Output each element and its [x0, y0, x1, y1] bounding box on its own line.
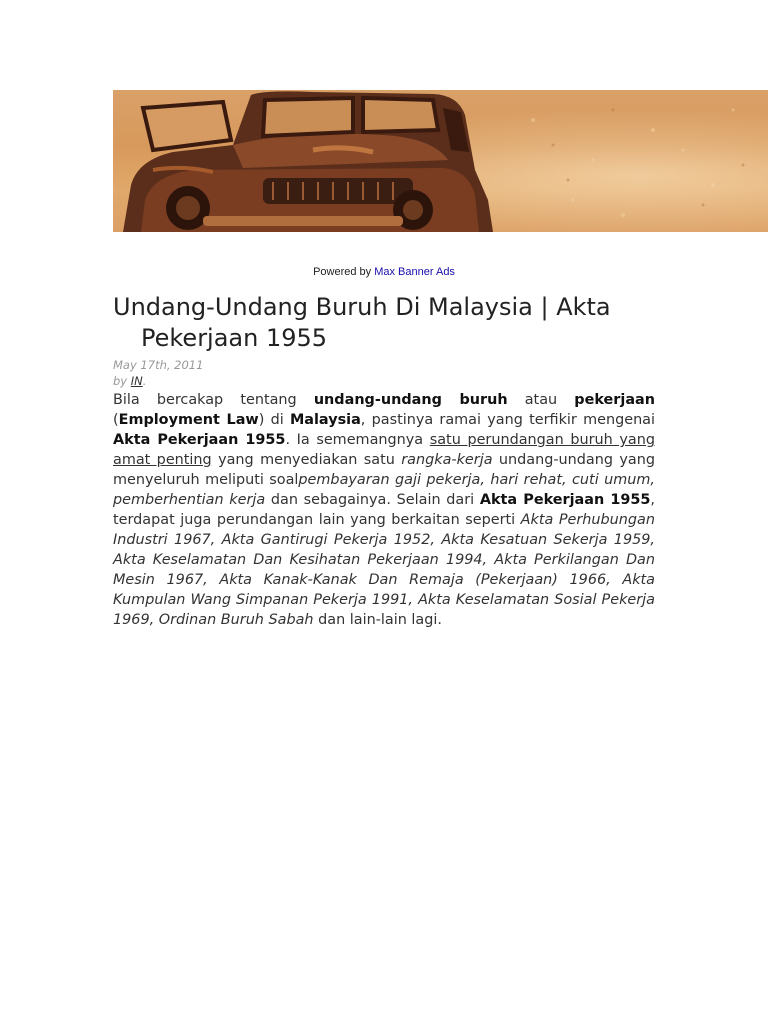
body-italic: pembayaran gaji pekerja, hari rehat, cuti umum, pemberhentian kerja — [113, 472, 655, 508]
body-text: . Ia sememangnya — [285, 432, 430, 448]
byline-by: by — [113, 374, 128, 388]
byline-period: . — [142, 374, 147, 388]
body-italic: Akta Perhubungan Industri 1967, Akta Gantirugi Pekerja 1952, Akta Kesatuan Sekerja 1959, Akta Keselamatan Dan Kesihatan Pekerjaan 1994, Akta Perkilangan Dan Mesin 1967, Akta Kanak-Kanak Dan Remaja (Pekerjaan) 1966, Akta Kumpulan Wang Simpanan Pekerja 1991, Akta Keselamatan Sosial Pekerja 1969, Ordinan Buruh Sabah — [113, 512, 655, 628]
body-text: dan lain-lain lagi. — [313, 612, 442, 628]
max-banner-ads-link[interactable]: Max Banner Ads — [374, 266, 455, 278]
body-bold: Malaysia — [289, 412, 361, 428]
body-underline: satu perundangan buruh yang amat penting — [113, 432, 655, 468]
article-title: Undang-Undang Buruh Di Malaysia | Akta Pekerjaan 1955 — [113, 293, 611, 352]
body-text: undang-undang yang menyeluruh meliputi soal — [113, 452, 655, 488]
body-text: Bila bercakap tentang — [113, 392, 314, 408]
article-byline — [113, 373, 203, 389]
body-italic: rangka-kerja — [401, 452, 493, 468]
article-body — [113, 390, 655, 630]
body-text: yang menyediakan satu — [211, 452, 402, 468]
body-bold: Akta Pekerjaan 1955 — [113, 432, 286, 448]
body-text: ) di — [258, 412, 290, 428]
article-date: May 17th, 2011 — [113, 358, 204, 372]
body-text: , terdapat juga perundangan lain yang berkaitan seperti — [113, 492, 655, 528]
body-text: dan sebagainya. Selain dari — [265, 492, 480, 508]
powered-by-line — [0, 266, 768, 278]
body-bold: Employment Law — [118, 412, 259, 428]
body-text: ( — [113, 412, 119, 428]
banner-image[interactable] — [113, 90, 768, 232]
article-meta — [113, 357, 203, 389]
body-bold: undang-undang buruh — [313, 392, 508, 408]
powered-by-label: Powered by — [313, 266, 372, 278]
body-text: , pastinya ramai yang terfikir mengenai — [360, 412, 656, 428]
body-bold: Akta Pekerjaan 1955 — [479, 492, 651, 508]
author-link[interactable]: IN — [130, 374, 143, 388]
body-bold: pekerjaan — [574, 392, 655, 408]
body-text: atau — [507, 392, 575, 408]
rusted-car-picture — [113, 90, 768, 232]
